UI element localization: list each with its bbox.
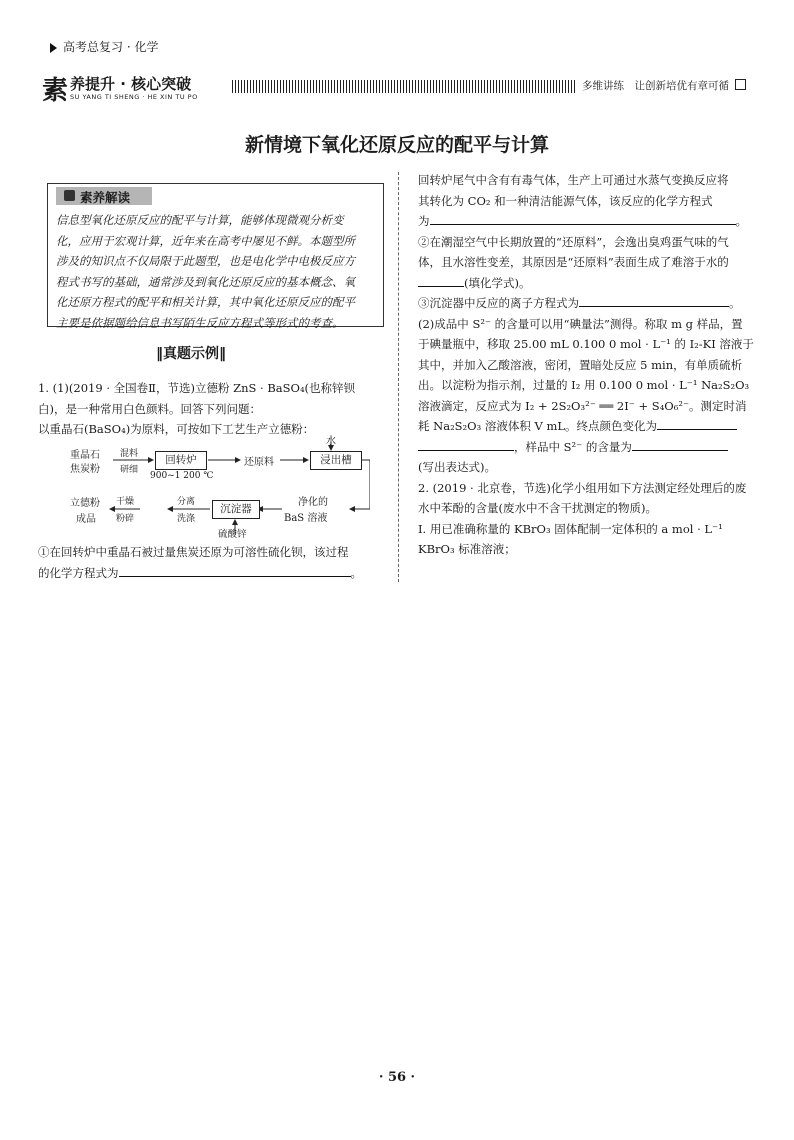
banner-right-text: 多维讲练 让创新培优有章可循 [582,78,746,93]
reading-box-tab [56,187,152,205]
triangle-icon [50,43,57,53]
text-line: ②在潮湿空气中长期放置的“还原料”，会逸出臭鸡蛋气味的气 [418,234,729,249]
answer-blank[interactable] [418,437,514,451]
label-water: 水 [326,436,336,447]
answer-blank[interactable] [430,211,736,225]
label-temp: 900~1 200 ℃ [150,471,214,481]
reading-box-text: 信息型氧化还原反应的配平与计算，能够体现微观分析变 化，应用于宏观计算，近年来在高考中屡见不鲜。本题型所 涉及的知识点不仅局限于此题型，也是电化学中电极反应方 程式书写的基础，通常涉及到氧化还原反应的基本概念、氧 化还原方程式的配平和相关计算，其中氧化还原反应的配平 主要是依据题给信息书写陌生反应方程式等形式的考查。 [56,213,355,330]
text-line: 于碘量瓶中，移取 25.00 mL 0.100 0 mol · L⁻¹ 的 I₂-KI 溶液于 [418,337,754,351]
answer-blank[interactable] [418,273,464,287]
text-line: (填化学式)。 [418,273,756,294]
banner-title-group [42,70,227,104]
label-dry: 干燥 [116,497,135,507]
text-line: ①在回转炉中重晶石被过量焦炭还原为可溶性硫化钡，该过程 [38,545,349,559]
text-line: (2)成品中 S²⁻ 的含量可以用“碘量法”测得。称取 m g 样品，置 [418,316,743,331]
text-line: 以重晶石(BaSO₄)为原料，可按如下工艺生产立德粉： [38,422,315,436]
text-line: 其中，并加入乙酸溶液，密闭，置暗处反应 5 min，有单质硫析 [418,357,743,372]
text-line: 2. (2019 · 北京卷，节选)化学小组用如下方法测定经处理后的废 [418,480,747,495]
label-grind: 研细 [120,465,139,475]
text-line: 体，且水溶性变差，其原因是“还原料”表面生成了难溶于水的 [418,255,729,269]
leach-tank-box: 浸出槽 [310,451,362,470]
text-line: 溶液滴定，反应式为 I₂ + 2S₂O₃²⁻ ══ 2I⁻ + S₄O₆²⁻。测定时消 [418,398,747,413]
label-purified1: 净化的 [298,497,328,508]
text-line: 水中苯酚的含量(废水中不含干扰测定的物质)。 [418,501,657,515]
text-line: 出。以淀粉为指示剂，过量的 I₂ 用 0.100 0 mol · L⁻¹ Na₂S₂O₃ [418,378,750,392]
banner-icon-char: 素 [42,76,69,106]
label-reduced: 还原料 [244,457,274,468]
rotary-furnace-box: 回转炉 [155,451,207,470]
text-line: ，样品中 S²⁻ 的含量为 [418,437,756,458]
right-column-text [418,170,756,560]
text-line: 回转炉尾气中含有有毒气体，生产上可通过水蒸气变换反应将 [418,173,729,187]
page-title: 新情境下氧化还原反应的配平与计算 [244,134,549,156]
banner-stripe [232,80,577,93]
breadcrumb [50,38,158,55]
banner-title: 养提升 · 核心突破 [70,75,192,93]
section-banner [42,70,750,104]
label-separate: 分离 [177,497,196,507]
question-1-part1 [38,542,388,583]
text-line: (写出表达式)。 [418,460,496,474]
answer-blank[interactable] [632,437,728,451]
label-crush: 粉碎 [116,514,135,524]
text-line: 其转化为 CO₂ 和一种清洁能源气体，该反应的化学方程式 [418,193,713,208]
text-line: ③沉淀器中反应的离子方程式为 。 [418,293,756,314]
text-line: Ⅰ. 用已准确称量的 KBrO₃ 固体配制一定体积的 a mol · L⁻¹ [418,521,723,536]
text-line: 耗 Na₂S₂O₃ 溶液体积 V mL。终点颜色变化为 [418,416,756,437]
reading-box-label: 素养解读 [80,190,131,205]
answer-blank[interactable] [657,416,737,430]
banner-pinyin: SU YANG TI SHENG · HE XIN TU PO [70,93,198,101]
page-number: · 56 · [378,1070,416,1085]
square-icon [735,79,746,90]
text-line: 为 。 [418,211,756,232]
label-zinc-sulfate: 硫酸锌 [218,529,247,540]
precipitator-box: 沉淀器 [212,500,260,519]
text-line: 白)，是一种常用白色颜料。回答下列问题： [38,401,261,416]
label-raw1: 重晶石 [70,450,100,461]
text-line: 的化学方程式为 。 [38,563,388,584]
label-mix: 混料 [120,449,139,459]
answer-blank[interactable] [119,563,351,577]
label-purified2: BaS 溶液 [284,513,328,524]
column-divider [398,172,399,582]
reading-box [47,183,384,330]
label-product1: 立德粉 [70,498,100,509]
question-1-intro [38,378,388,440]
label-raw2: 焦炭粉 [70,464,100,475]
breadcrumb-text: 高考总复习 · 化学 [63,40,159,54]
section-heading: ‖真题示例‖ [156,346,226,362]
answer-blank[interactable] [579,293,729,307]
text-line: 1. (1)(2019 · 全国卷Ⅱ，节选)立德粉 ZnS · BaSO₄(也称锌钡 [38,381,356,395]
process-flowchart [70,432,370,542]
book-icon [64,190,75,201]
label-product2: 成品 [76,514,96,525]
label-wash: 洗涤 [177,514,196,524]
text-line: KBrO₃ 标准溶液； [418,542,516,556]
